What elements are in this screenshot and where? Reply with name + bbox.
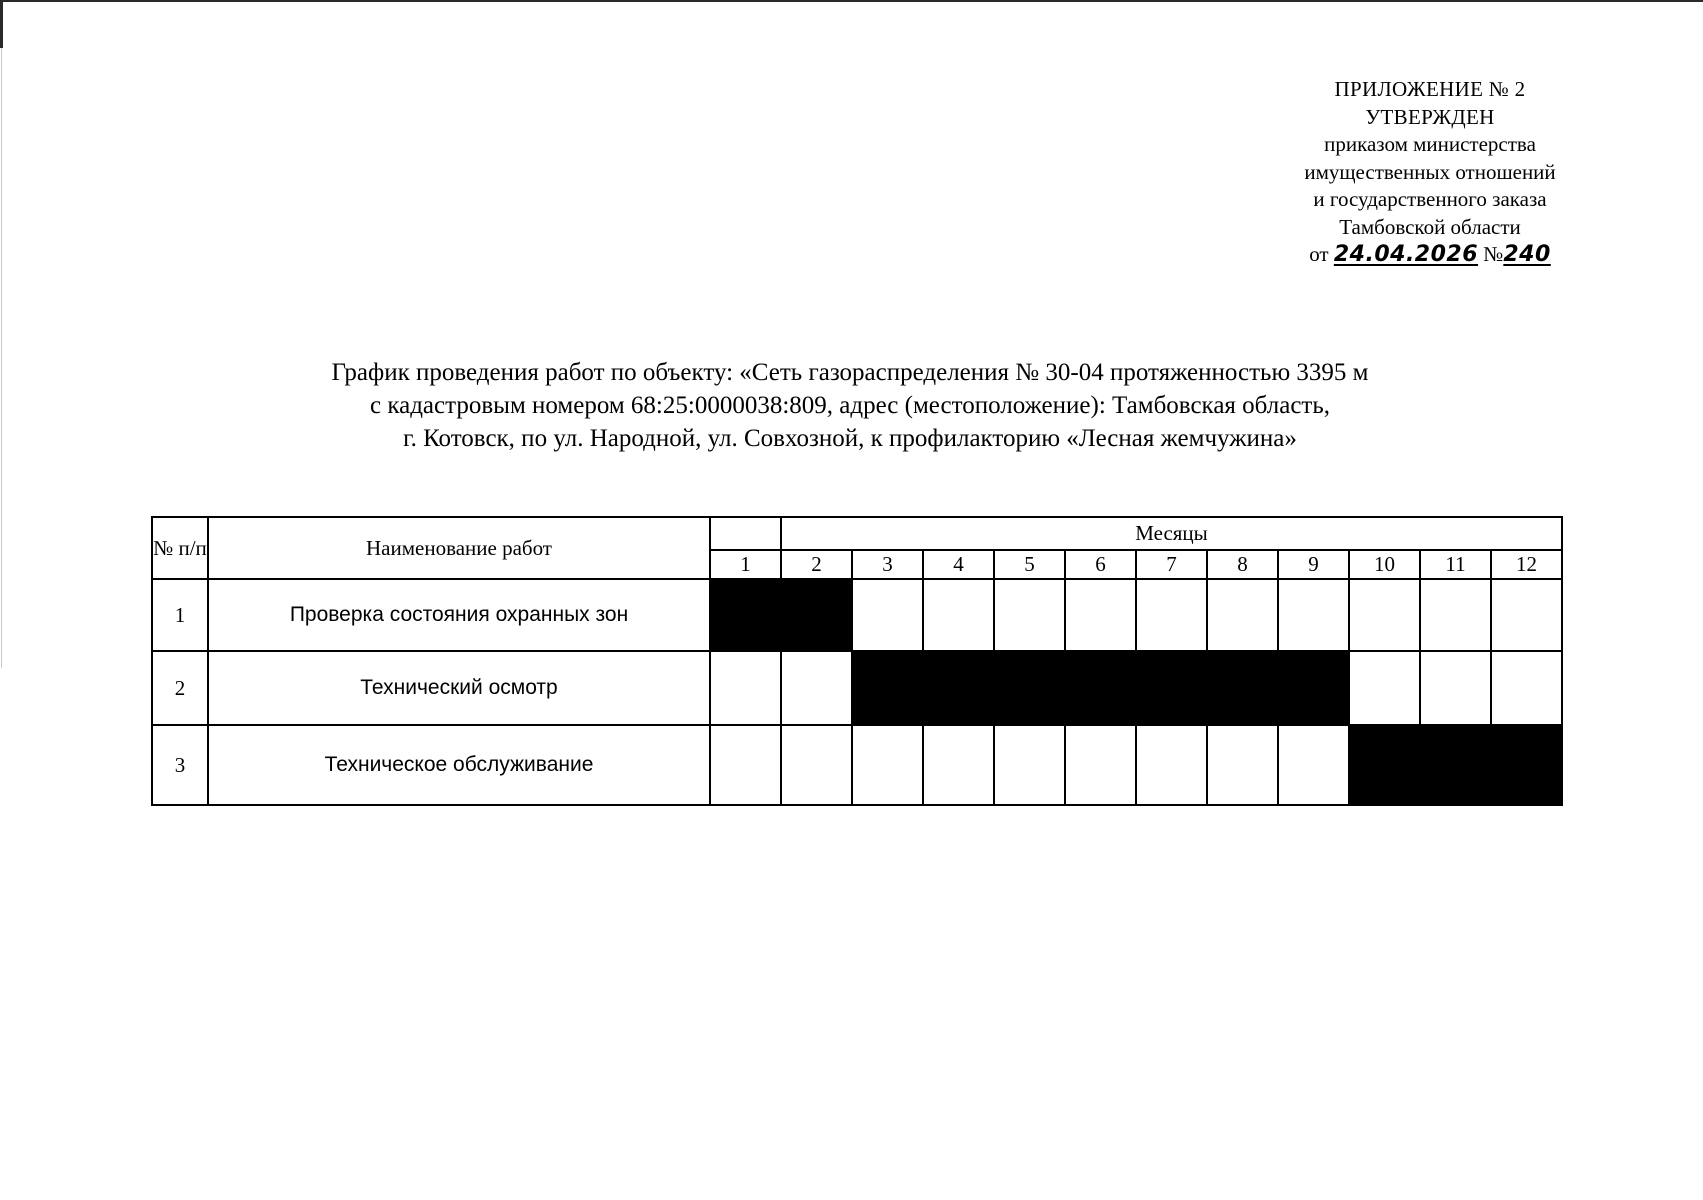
schedule-cell-filled [1136, 651, 1207, 725]
work-name: Технический осмотр [208, 651, 710, 725]
schedule-cell-empty [1136, 579, 1207, 651]
approval-line-ministry: имущественных отношений [1304, 159, 1556, 184]
schedule-cell-empty [1278, 579, 1349, 651]
month-8-header: 8 [1207, 550, 1278, 579]
schedule-cell-filled [710, 579, 781, 651]
month-11-header: 11 [1420, 550, 1491, 579]
schedule-cell-filled [994, 651, 1065, 725]
schedule-cell-empty [923, 579, 994, 651]
scan-edge-left [0, 0, 3, 48]
title-line-1: График проведения работ по объекту: «Сеть газораспределения № 30-04 протяженностью 3395 м [331, 359, 1369, 386]
schedule-cell-filled [1491, 725, 1562, 805]
col-num-header: № п/п [152, 517, 208, 579]
schedule-cell-empty [852, 725, 923, 805]
schedule-cell-empty [1136, 725, 1207, 805]
month-7-header: 7 [1136, 550, 1207, 579]
schedule-cell-empty [1349, 579, 1420, 651]
schedule-cell-empty [1349, 651, 1420, 725]
scan-edge-top [0, 0, 1703, 2]
schedule-cell-filled [923, 651, 994, 725]
schedule-cell-empty [1278, 725, 1349, 805]
schedule-cell-empty [1065, 725, 1136, 805]
appendix-label: ПРИЛОЖЕНИЕ № 2 [1334, 77, 1526, 101]
month-5-header: 5 [994, 550, 1065, 579]
approval-block [1240, 76, 1620, 269]
schedule-cell-filled [1420, 725, 1491, 805]
row-number: 2 [152, 651, 208, 725]
row-number: 3 [152, 725, 208, 805]
schedule-cell-empty [1207, 579, 1278, 651]
schedule-cell-empty [1491, 579, 1562, 651]
month-9-header: 9 [1278, 550, 1349, 579]
schedule-cell-filled [852, 651, 923, 725]
scan-edge-left-line [1, 48, 2, 668]
schedule-cell-empty [710, 651, 781, 725]
schedule-cell-empty [1420, 651, 1491, 725]
document-title [180, 356, 1520, 455]
approval-line-ministry-2: и государственного заказа [1313, 187, 1547, 211]
table-row [152, 651, 1562, 725]
schedule-cell-empty [781, 651, 852, 725]
schedule-cell-empty [923, 725, 994, 805]
work-name: Проверка состояния охранных зон [208, 579, 710, 651]
table-row [152, 579, 1562, 651]
month-1-header: 1 [710, 550, 781, 579]
work-name: Техническое обслуживание [208, 725, 710, 805]
schedule-cell-empty [710, 725, 781, 805]
approval-line-region: Тамбовской области [1339, 214, 1521, 239]
handwritten-number: 240 [1503, 242, 1551, 267]
schedule-cell-filled [781, 579, 852, 651]
month-3-header: 3 [852, 550, 923, 579]
date-prefix: от [1309, 242, 1329, 266]
handwritten-date: 24.04.2026 [1333, 242, 1479, 267]
title-line-2: с кадастровым номером 68:25:0000038:809, адрес (местоположение): Тамбовская область, [369, 392, 1331, 419]
schedule-cell-empty [1065, 579, 1136, 651]
schedule-cell-empty [994, 725, 1065, 805]
month-header-blank [710, 517, 781, 550]
month-4-header: 4 [923, 550, 994, 579]
schedule-cell-filled [1278, 651, 1349, 725]
schedule-table [151, 516, 1563, 806]
schedule-cell-empty [781, 725, 852, 805]
header-row-1 [152, 517, 1562, 550]
approved-label: УТВЕРЖДЕН [1365, 104, 1495, 129]
schedule-cell-empty [1491, 651, 1562, 725]
month-10-header: 10 [1349, 550, 1420, 579]
month-2-header: 2 [781, 550, 852, 579]
month-12-header: 12 [1491, 550, 1562, 579]
row-number: 1 [152, 579, 208, 651]
schedule-cell-filled [1349, 725, 1420, 805]
number-prefix: № [1483, 242, 1504, 266]
schedule-cell-empty [852, 579, 923, 651]
schedule-cell-empty [1420, 579, 1491, 651]
table-row [152, 725, 1562, 805]
month-6-header: 6 [1065, 550, 1136, 579]
schedule-cell-filled [1065, 651, 1136, 725]
schedule-cell-empty [994, 579, 1065, 651]
schedule-cell-empty [1207, 725, 1278, 805]
title-line-3: г. Котовск, по ул. Народной, ул. Совхозной, к профилакторию «Лесная жемчужина» [403, 425, 1297, 452]
schedule-cell-filled [1207, 651, 1278, 725]
approval-reference [1240, 241, 1620, 269]
months-header: Месяцы [781, 517, 1562, 550]
col-name-header: Наименование работ [208, 517, 710, 579]
approval-line-order: приказом министерства [1324, 132, 1536, 156]
